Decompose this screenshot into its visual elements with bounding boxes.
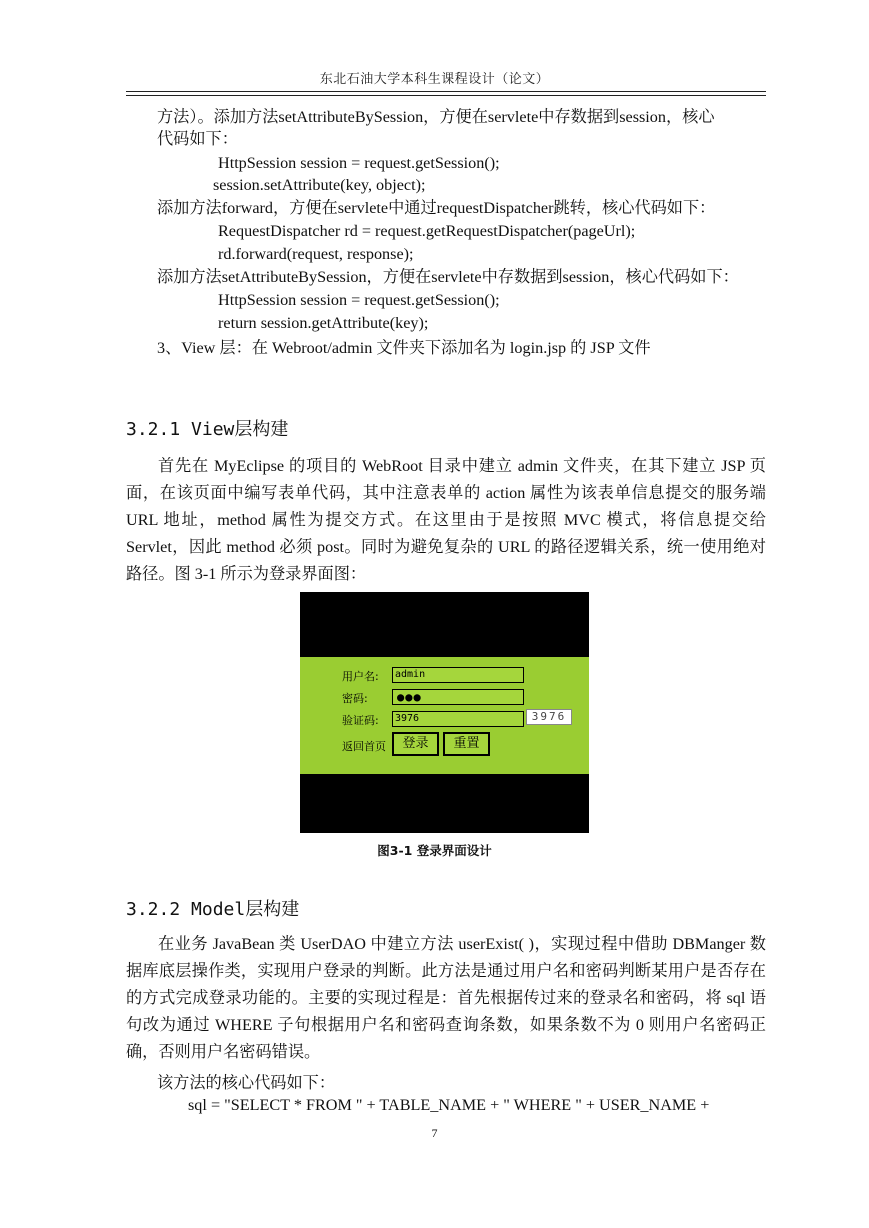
- login-button[interactable]: 登录: [392, 732, 439, 756]
- intro-line: 3、View 层：在 Webroot/admin 文件夹下添加名为 login.jsp 的 JSP 文件: [157, 339, 651, 357]
- username-label: 用户名:: [342, 670, 379, 683]
- header-rule-thin: [126, 95, 766, 96]
- intro-line: 该方法的核心代码如下：: [157, 1074, 336, 1092]
- back-home-link[interactable]: 返回首页: [342, 740, 386, 753]
- captcha-label: 验证码:: [342, 714, 379, 727]
- section-heading-view: [126, 415, 288, 441]
- login-figure: [300, 592, 589, 833]
- heading-text: 层构建: [234, 419, 289, 440]
- username-input[interactable]: admin: [392, 667, 524, 683]
- password-label: 密码:: [342, 692, 368, 705]
- heading-text: 层构建: [245, 899, 300, 920]
- code-line: sql = "SELECT * FROM " + TABLE_NAME + " WHERE " + USER_NAME +: [188, 1096, 710, 1114]
- password-mask: ●●●: [397, 690, 422, 704]
- intro-line: 添加方法forward，方便在servlete中通过requestDispatcher跳转，核心代码如下：: [157, 199, 716, 217]
- password-input[interactable]: [392, 689, 524, 705]
- code-line: RequestDispatcher rd = request.getRequestDispatcher(pageUrl);: [218, 222, 636, 240]
- heading-number: 3.2.2 Model: [126, 899, 246, 920]
- code-line: HttpSession session = request.getSession();: [218, 291, 500, 309]
- header-rule-thick: [126, 91, 766, 92]
- page-header: 东北石油大学本科生课程设计（论文）: [319, 71, 550, 86]
- intro-line: 代码如下：: [157, 130, 238, 148]
- section-paragraph: 首先在 MyEclipse 的项目的 WebRoot 目录中建立 admin 文件夹，在其下建立 JSP 页面，在该页面中编写表单代码，其中注意表单的 action 属性为该表单信息提交的服务端 URL 地址，method 属性为提交方式。在这里由于是按照 MVC 模式，将信息提交给 Servlet，因此 method 必须 post。同时为避免复杂的 URL 的路径逻辑关系，统一使用绝对路径。图 3-1 所示为登录界面图：: [126, 457, 766, 583]
- heading-number: 3.2.1 View: [126, 419, 235, 440]
- captcha-image[interactable]: 3976: [526, 709, 572, 725]
- code-line: session.setAttribute(key, object);: [213, 176, 426, 194]
- code-line: return session.getAttribute(key);: [218, 314, 429, 332]
- section-paragraph: 在业务 JavaBean 类 UserDAO 中建立方法 userExist( )，实现过程中借助 DBManger 数据库底层操作类，实现用户登录的判断。此方法是通过用户名和密码判断某用户是否存在的方式完成登录功能的。主要的实现过程是：首先根据传过来的登录名和密码，将 sql 语句改为通过 WHERE 子句根据用户名和密码查询条数，如果条数不为 0 则用户名密码正确，否则用户名密码错误。: [126, 935, 766, 1061]
- page-number: 7: [431, 1126, 438, 1140]
- figure-caption: 图3-1 登录界面设计: [377, 843, 492, 858]
- section-heading-model: [126, 895, 299, 921]
- code-line: HttpSession session = request.getSession();: [218, 154, 500, 172]
- reset-button[interactable]: 重置: [443, 732, 490, 756]
- captcha-input[interactable]: 3976: [392, 711, 524, 727]
- intro-line: 添加方法setAttributeBySession，方便在servlete中存数据到session，核心代码如下：: [157, 268, 739, 286]
- code-line: rd.forward(request, response);: [218, 245, 414, 263]
- intro-line: 方法）。添加方法setAttributeBySession，方便在servlete中存数据到session，核心: [157, 108, 715, 126]
